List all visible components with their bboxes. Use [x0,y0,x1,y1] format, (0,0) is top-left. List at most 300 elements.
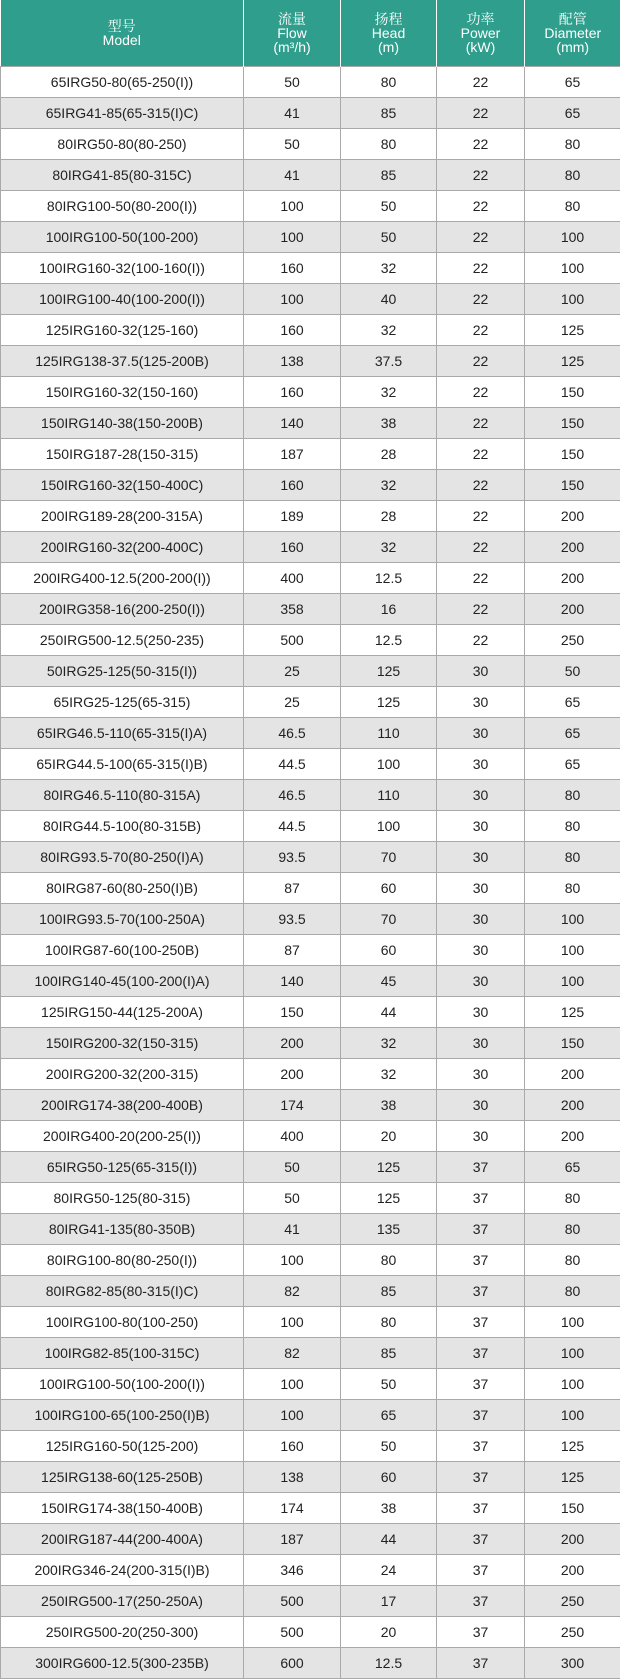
cell-flow: 44.5 [244,811,341,842]
cell-model: 100IRG93.5-70(100-250A) [1,904,244,935]
cell-flow: 100 [244,1245,341,1276]
cell-diameter: 100 [525,966,620,997]
cell-model: 250IRG500-17(250-250A) [1,1586,244,1617]
cell-flow: 25 [244,687,341,718]
cell-head: 17 [341,1586,437,1617]
cell-model: 125IRG160-32(125-160) [1,315,244,346]
table-row [1,749,620,780]
cell-model: 65IRG50-80(65-250(I)) [1,67,244,98]
cell-head: 125 [341,1183,437,1214]
table-row [1,1493,620,1524]
cell-power: 37 [437,1214,525,1245]
cell-diameter: 80 [525,1183,620,1214]
cell-flow: 500 [244,1586,341,1617]
cell-power: 30 [437,935,525,966]
cell-power: 30 [437,1028,525,1059]
cell-flow: 82 [244,1338,341,1369]
cell-diameter: 125 [525,315,620,346]
cell-power: 22 [437,439,525,470]
cell-head: 44 [341,1524,437,1555]
table-row [1,811,620,842]
cell-power: 37 [437,1152,525,1183]
table-row [1,67,620,98]
header-diameter [525,0,620,67]
cell-head: 80 [341,67,437,98]
cell-flow: 41 [244,1214,341,1245]
cell-power: 22 [437,67,525,98]
table-row [1,625,620,656]
cell-head: 65 [341,1400,437,1431]
cell-head: 70 [341,842,437,873]
cell-diameter: 100 [525,904,620,935]
cell-flow: 50 [244,129,341,160]
cell-power: 37 [437,1307,525,1338]
cell-flow: 174 [244,1493,341,1524]
cell-power: 37 [437,1245,525,1276]
cell-model: 125IRG160-50(125-200) [1,1431,244,1462]
cell-head: 40 [341,284,437,315]
cell-diameter: 65 [525,98,620,129]
cell-flow: 189 [244,501,341,532]
cell-head: 20 [341,1617,437,1648]
cell-power: 30 [437,1121,525,1152]
cell-model: 80IRG41-135(80-350B) [1,1214,244,1245]
cell-flow: 187 [244,1524,341,1555]
cell-model: 80IRG50-80(80-250) [1,129,244,160]
cell-power: 30 [437,873,525,904]
cell-diameter: 65 [525,718,620,749]
cell-power: 22 [437,315,525,346]
cell-model: 250IRG500-12.5(250-235) [1,625,244,656]
cell-diameter: 80 [525,129,620,160]
cell-head: 125 [341,1152,437,1183]
cell-power: 37 [437,1276,525,1307]
cell-power: 30 [437,842,525,873]
table-row [1,191,620,222]
table-row [1,687,620,718]
table-row [1,1400,620,1431]
cell-power: 22 [437,501,525,532]
cell-diameter: 125 [525,346,620,377]
cell-diameter: 150 [525,470,620,501]
cell-model: 100IRG140-45(100-200(I)A) [1,966,244,997]
cell-head: 50 [341,222,437,253]
cell-power: 30 [437,811,525,842]
cell-power: 37 [437,1617,525,1648]
cell-diameter: 250 [525,1617,620,1648]
cell-power: 22 [437,532,525,563]
cell-model: 80IRG87-60(80-250(I)B) [1,873,244,904]
table-row [1,966,620,997]
cell-flow: 140 [244,966,341,997]
cell-power: 37 [437,1400,525,1431]
header-model-cn: 型号 [1,19,244,33]
cell-flow: 400 [244,563,341,594]
cell-model: 100IRG82-85(100-315C) [1,1338,244,1369]
cell-diameter: 200 [525,563,620,594]
header-flow-en: Flow [244,26,340,40]
header-head-en: Head [341,26,436,40]
cell-diameter: 80 [525,780,620,811]
cell-head: 38 [341,1090,437,1121]
cell-flow: 100 [244,222,341,253]
cell-model: 150IRG187-28(150-315) [1,439,244,470]
cell-diameter: 200 [525,1555,620,1586]
cell-head: 50 [341,1431,437,1462]
cell-flow: 50 [244,1183,341,1214]
cell-power: 30 [437,718,525,749]
cell-head: 60 [341,1462,437,1493]
table-row [1,1369,620,1400]
cell-diameter: 100 [525,1369,620,1400]
cell-diameter: 200 [525,501,620,532]
cell-power: 22 [437,408,525,439]
header-flow-cn: 流量 [244,12,340,26]
cell-model: 125IRG150-44(125-200A) [1,997,244,1028]
cell-model: 100IRG160-32(100-160(I)) [1,253,244,284]
cell-power: 37 [437,1369,525,1400]
cell-power: 30 [437,1090,525,1121]
table-row [1,594,620,625]
cell-diameter: 80 [525,873,620,904]
cell-head: 85 [341,1276,437,1307]
cell-model: 80IRG46.5-110(80-315A) [1,780,244,811]
table-row [1,1586,620,1617]
cell-power: 22 [437,594,525,625]
table-row [1,1090,620,1121]
cell-diameter: 80 [525,160,620,191]
cell-diameter: 65 [525,687,620,718]
cell-power: 37 [437,1586,525,1617]
table-row [1,780,620,811]
header-flow-unit: (m³/h) [244,40,340,54]
table-row [1,408,620,439]
cell-flow: 93.5 [244,842,341,873]
cell-power: 30 [437,904,525,935]
cell-model: 65IRG41-85(65-315(I)C) [1,98,244,129]
cell-head: 38 [341,1493,437,1524]
header-model [1,0,244,67]
cell-power: 22 [437,160,525,191]
cell-flow: 160 [244,315,341,346]
cell-model: 200IRG160-32(200-400C) [1,532,244,563]
cell-power: 22 [437,98,525,129]
cell-model: 100IRG100-50(100-200) [1,222,244,253]
cell-head: 24 [341,1555,437,1586]
cell-diameter: 200 [525,1524,620,1555]
cell-model: 200IRG189-28(200-315A) [1,501,244,532]
cell-flow: 160 [244,1431,341,1462]
cell-model: 100IRG100-50(100-200(I)) [1,1369,244,1400]
cell-head: 32 [341,315,437,346]
cell-flow: 138 [244,1462,341,1493]
cell-model: 150IRG140-38(150-200B) [1,408,244,439]
cell-flow: 41 [244,160,341,191]
cell-diameter: 65 [525,67,620,98]
table-row [1,1183,620,1214]
table-row [1,1276,620,1307]
cell-flow: 138 [244,346,341,377]
cell-power: 37 [437,1493,525,1524]
cell-diameter: 200 [525,532,620,563]
cell-head: 50 [341,191,437,222]
table-row [1,1214,620,1245]
table-row [1,1121,620,1152]
cell-diameter: 200 [525,594,620,625]
cell-power: 30 [437,780,525,811]
header-diameter-cn: 配管 [525,12,620,26]
cell-power: 37 [437,1462,525,1493]
cell-head: 50 [341,1369,437,1400]
cell-diameter: 300 [525,1648,620,1679]
cell-head: 28 [341,439,437,470]
cell-flow: 100 [244,284,341,315]
table-row [1,904,620,935]
cell-power: 22 [437,346,525,377]
header-head [341,0,437,67]
cell-head: 32 [341,1028,437,1059]
cell-flow: 25 [244,656,341,687]
table-row [1,439,620,470]
table-row [1,1152,620,1183]
cell-power: 22 [437,253,525,284]
cell-model: 65IRG50-125(65-315(I)) [1,1152,244,1183]
cell-diameter: 50 [525,656,620,687]
cell-model: 125IRG138-37.5(125-200B) [1,346,244,377]
table-row [1,997,620,1028]
cell-head: 12.5 [341,563,437,594]
table-row [1,160,620,191]
cell-power: 37 [437,1338,525,1369]
cell-flow: 150 [244,997,341,1028]
cell-flow: 44.5 [244,749,341,780]
cell-model: 80IRG100-80(80-250(I)) [1,1245,244,1276]
cell-model: 200IRG200-32(200-315) [1,1059,244,1090]
cell-model: 200IRG400-20(200-25(I)) [1,1121,244,1152]
cell-flow: 346 [244,1555,341,1586]
table-row [1,935,620,966]
cell-flow: 100 [244,191,341,222]
table-row [1,284,620,315]
cell-model: 65IRG46.5-110(65-315(I)A) [1,718,244,749]
cell-head: 32 [341,1059,437,1090]
table-row [1,532,620,563]
cell-head: 32 [341,377,437,408]
cell-diameter: 150 [525,408,620,439]
cell-diameter: 100 [525,935,620,966]
cell-flow: 400 [244,1121,341,1152]
cell-power: 22 [437,563,525,594]
cell-flow: 50 [244,67,341,98]
table-row [1,1028,620,1059]
cell-power: 22 [437,470,525,501]
cell-diameter: 80 [525,811,620,842]
cell-model: 300IRG600-12.5(300-235B) [1,1648,244,1679]
cell-diameter: 150 [525,1028,620,1059]
cell-diameter: 250 [525,625,620,656]
cell-model: 100IRG100-80(100-250) [1,1307,244,1338]
cell-diameter: 125 [525,1431,620,1462]
cell-head: 12.5 [341,625,437,656]
header-diameter-en: Diameter [525,26,620,40]
cell-flow: 187 [244,439,341,470]
cell-model: 100IRG87-60(100-250B) [1,935,244,966]
cell-power: 30 [437,749,525,780]
table-row [1,1555,620,1586]
cell-head: 85 [341,160,437,191]
cell-diameter: 80 [525,1276,620,1307]
cell-diameter: 200 [525,1090,620,1121]
cell-head: 110 [341,718,437,749]
header-model-en: Model [1,33,244,47]
header-power-cn: 功率 [437,12,524,26]
cell-flow: 100 [244,1369,341,1400]
cell-power: 22 [437,377,525,408]
cell-head: 125 [341,687,437,718]
cell-head: 110 [341,780,437,811]
table-header [1,0,620,67]
table-row [1,1059,620,1090]
table-row [1,1338,620,1369]
cell-head: 44 [341,997,437,1028]
cell-model: 150IRG200-32(150-315) [1,1028,244,1059]
cell-model: 65IRG44.5-100(65-315(I)B) [1,749,244,780]
cell-model: 80IRG50-125(80-315) [1,1183,244,1214]
cell-diameter: 80 [525,842,620,873]
cell-flow: 41 [244,98,341,129]
cell-model: 80IRG41-85(80-315C) [1,160,244,191]
cell-head: 37.5 [341,346,437,377]
table-row [1,1307,620,1338]
cell-diameter: 125 [525,997,620,1028]
cell-flow: 500 [244,625,341,656]
cell-model: 100IRG100-40(100-200(I)) [1,284,244,315]
cell-head: 38 [341,408,437,439]
cell-model: 200IRG174-38(200-400B) [1,1090,244,1121]
cell-flow: 46.5 [244,718,341,749]
header-head-unit: (m) [341,40,436,54]
cell-power: 30 [437,997,525,1028]
cell-head: 80 [341,1245,437,1276]
cell-power: 22 [437,284,525,315]
header-power [437,0,525,67]
cell-model: 200IRG187-44(200-400A) [1,1524,244,1555]
cell-diameter: 150 [525,1493,620,1524]
cell-model: 100IRG100-65(100-250(I)B) [1,1400,244,1431]
cell-head: 70 [341,904,437,935]
cell-diameter: 150 [525,377,620,408]
cell-power: 30 [437,966,525,997]
cell-diameter: 65 [525,749,620,780]
table-row [1,1524,620,1555]
cell-power: 30 [437,656,525,687]
cell-model: 200IRG358-16(200-250(I)) [1,594,244,625]
cell-model: 150IRG160-32(150-400C) [1,470,244,501]
cell-diameter: 80 [525,1245,620,1276]
cell-flow: 50 [244,1152,341,1183]
table-row [1,1617,620,1648]
cell-flow: 600 [244,1648,341,1679]
cell-head: 100 [341,749,437,780]
header-flow [244,0,341,67]
cell-power: 22 [437,129,525,160]
table-row [1,346,620,377]
cell-flow: 160 [244,253,341,284]
cell-flow: 100 [244,1400,341,1431]
cell-model: 80IRG100-50(80-200(I)) [1,191,244,222]
cell-flow: 174 [244,1090,341,1121]
cell-flow: 93.5 [244,904,341,935]
cell-head: 16 [341,594,437,625]
cell-power: 22 [437,222,525,253]
table-row [1,129,620,160]
cell-flow: 87 [244,873,341,904]
cell-power: 37 [437,1555,525,1586]
cell-flow: 200 [244,1059,341,1090]
cell-diameter: 100 [525,284,620,315]
header-diameter-unit: (mm) [525,40,620,54]
cell-diameter: 100 [525,1307,620,1338]
cell-head: 12.5 [341,1648,437,1679]
cell-flow: 100 [244,1307,341,1338]
cell-diameter: 80 [525,191,620,222]
cell-model: 250IRG500-20(250-300) [1,1617,244,1648]
cell-diameter: 200 [525,1121,620,1152]
table-row [1,1245,620,1276]
cell-power: 22 [437,625,525,656]
cell-flow: 82 [244,1276,341,1307]
cell-power: 37 [437,1431,525,1462]
cell-model: 125IRG138-60(125-250B) [1,1462,244,1493]
cell-diameter: 65 [525,1152,620,1183]
cell-head: 32 [341,532,437,563]
cell-flow: 160 [244,377,341,408]
cell-model: 80IRG93.5-70(80-250(I)A) [1,842,244,873]
cell-head: 60 [341,873,437,904]
table-row [1,656,620,687]
header-power-unit: (kW) [437,40,524,54]
cell-head: 32 [341,253,437,284]
cell-flow: 200 [244,1028,341,1059]
cell-head: 45 [341,966,437,997]
cell-head: 32 [341,470,437,501]
cell-flow: 87 [244,935,341,966]
cell-head: 80 [341,1307,437,1338]
cell-head: 80 [341,129,437,160]
cell-flow: 160 [244,532,341,563]
cell-power: 22 [437,191,525,222]
header-power-en: Power [437,26,524,40]
cell-model: 200IRG346-24(200-315(I)B) [1,1555,244,1586]
cell-flow: 46.5 [244,780,341,811]
cell-flow: 358 [244,594,341,625]
cell-diameter: 100 [525,1400,620,1431]
table-row [1,222,620,253]
table-row [1,253,620,284]
cell-head: 125 [341,656,437,687]
cell-power: 30 [437,687,525,718]
cell-head: 20 [341,1121,437,1152]
cell-power: 37 [437,1648,525,1679]
cell-diameter: 125 [525,1462,620,1493]
table-row [1,315,620,346]
cell-model: 80IRG44.5-100(80-315B) [1,811,244,842]
cell-model: 150IRG174-38(150-400B) [1,1493,244,1524]
header-head-cn: 扬程 [341,12,436,26]
table-row [1,1462,620,1493]
cell-model: 150IRG160-32(150-160) [1,377,244,408]
cell-diameter: 100 [525,222,620,253]
